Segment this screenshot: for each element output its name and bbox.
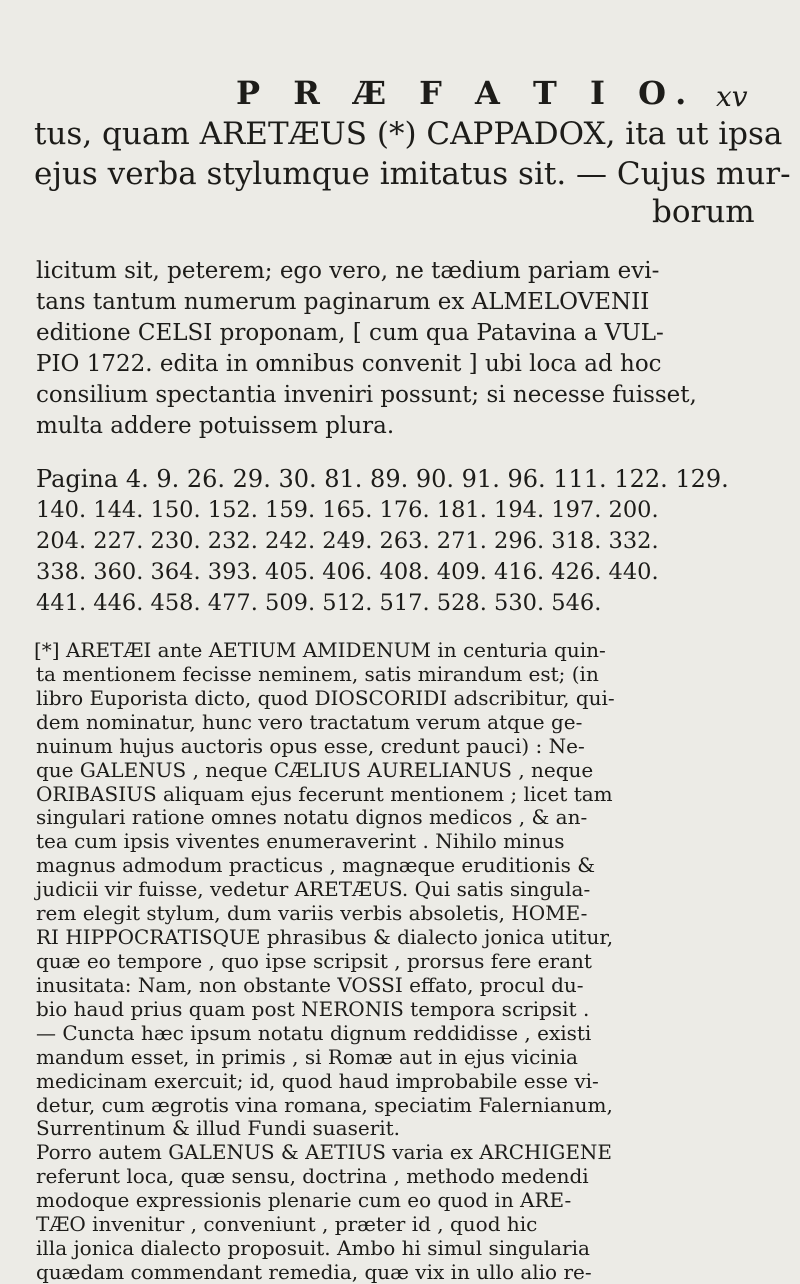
footnote-line: — Cuncta hæc ipsum notatu dignum reddidisse , existi xyxy=(36,1020,592,1045)
text-line: consilium spectantia inveniri possunt; si necesse fuisset, xyxy=(36,382,697,408)
footnote-line: Porro autem GALENUS & AETIUS varia ex ARCHIGENE xyxy=(36,1140,613,1165)
footnote-line: judicii vir fuisse, vedetur ARETÆUS. Qui satis singula- xyxy=(36,877,591,902)
page-number: xv xyxy=(716,80,748,113)
catchword: borum xyxy=(652,194,755,230)
page-list-line: 441. 446. 458. 477. 509. 512. 517. 528. 530. 546. xyxy=(36,590,602,616)
footnote-line: bio haud prius quam post NERONIS tempora scripsit . xyxy=(36,996,590,1021)
footnote-line: referunt loca, quæ sensu, doctrina , methodo medendi xyxy=(36,1164,589,1189)
text-line: licitum sit, peterem; ego vero, ne tædium pariam evi- xyxy=(36,258,660,284)
footnote-line: quædam commendant remedia, quæ vix in ullo alio re- xyxy=(36,1260,592,1284)
footnote-line: detur, cum ægrotis vina romana, speciatim Falernianum, xyxy=(36,1092,613,1117)
footnote-line: dem nominatur, hunc vero tractatum verum atque ge- xyxy=(36,709,583,734)
footnote-line: modoque expressionis plenarie cum eo quod in ARE- xyxy=(36,1188,572,1213)
footnote-line: que GALENUS , neque CÆLIUS AURELIANUS , neque xyxy=(36,757,594,782)
intro-line: tus, quam ARETÆUS (*) CAPPADOX, ita ut ipsa xyxy=(34,116,783,152)
footnote-line: inusitata: Nam, non obstante VOSSI effato, procul du- xyxy=(36,972,584,997)
footnote-line: TÆO invenitur , conveniunt , præter id , quod hic xyxy=(36,1212,538,1237)
page-list-line: 140. 144. 150. 152. 159. 165. 176. 181. 194. 197. 200. xyxy=(36,497,659,523)
footnote-line: nuinum hujus auctoris opus esse, credunt pauci) : Ne- xyxy=(36,733,585,758)
footnote-line: Surrentinum & illud Fundi suaserit. xyxy=(36,1116,401,1141)
page-list-line: 338. 360. 364. 393. 405. 406. 408. 409. 416. 426. 440. xyxy=(36,559,659,585)
footnote-line: RI HIPPOCRATISQUE phrasibus & dialecto jonica utitur, xyxy=(36,925,614,950)
footnote-line: [*] ARETÆI ante AETIUM AMIDENUM in centuria quin- xyxy=(34,638,606,662)
footnote-line: ta mentionem fecisse neminem, satis mirandum est; (in xyxy=(36,661,599,686)
footnote-line: tea cum ipsis viventes enumeraverint . Nihilo minus xyxy=(36,829,565,854)
text-line: editione CELSI proponam, [ cum qua Patavina a VUL- xyxy=(36,320,664,346)
footnote-line: illa jonica dialecto proposuit. Ambo hi simul singularia xyxy=(36,1236,590,1261)
footnote-line: medicinam exercuit; id, quod haud improbabile esse vi- xyxy=(36,1068,599,1093)
running-header: P R Æ F A T I O. xyxy=(236,74,698,112)
text-line: tans tantum numerum paginarum ex ALMELOVENII xyxy=(36,289,650,315)
footnote-line: ORIBASIUS aliquam ejus fecerunt mentionem ; licet tam xyxy=(36,781,613,806)
footnote-line: libro Euporista dicto, quod DIOSCORIDI adscribitur, qui- xyxy=(36,685,615,710)
footnote-line: singulari ratione omnes notatu dignos medicos , & an- xyxy=(36,805,588,830)
footnote-line: quæ eo tempore , quo ipse scripsit , prorsus fere erant xyxy=(36,949,592,973)
text-line: PIO 1722. edita in omnibus convenit ] ubi loca ad hoc xyxy=(36,351,662,377)
text-line: multa addere potuissem plura. xyxy=(36,413,395,439)
page-list-line: 204. 227. 230. 232. 242. 249. 263. 271. 296. 318. 332. xyxy=(36,528,659,554)
footnote-line: mandum esset, in primis , si Romæ aut in ejus vicinia xyxy=(36,1044,578,1069)
footnote-line: magnus admodum practicus , magnæque eruditionis & xyxy=(36,853,596,878)
footnote-line: rem elegit stylum, dum variis verbis absoletis, HOME- xyxy=(36,901,588,926)
page-list-line: Pagina 4. 9. 26. 29. 30. 81. 89. 90. 91. 96. 111. 122. 129. xyxy=(36,465,729,493)
intro-line: ejus verba stylumque imitatus sit. — Cujus mur- xyxy=(34,156,791,192)
